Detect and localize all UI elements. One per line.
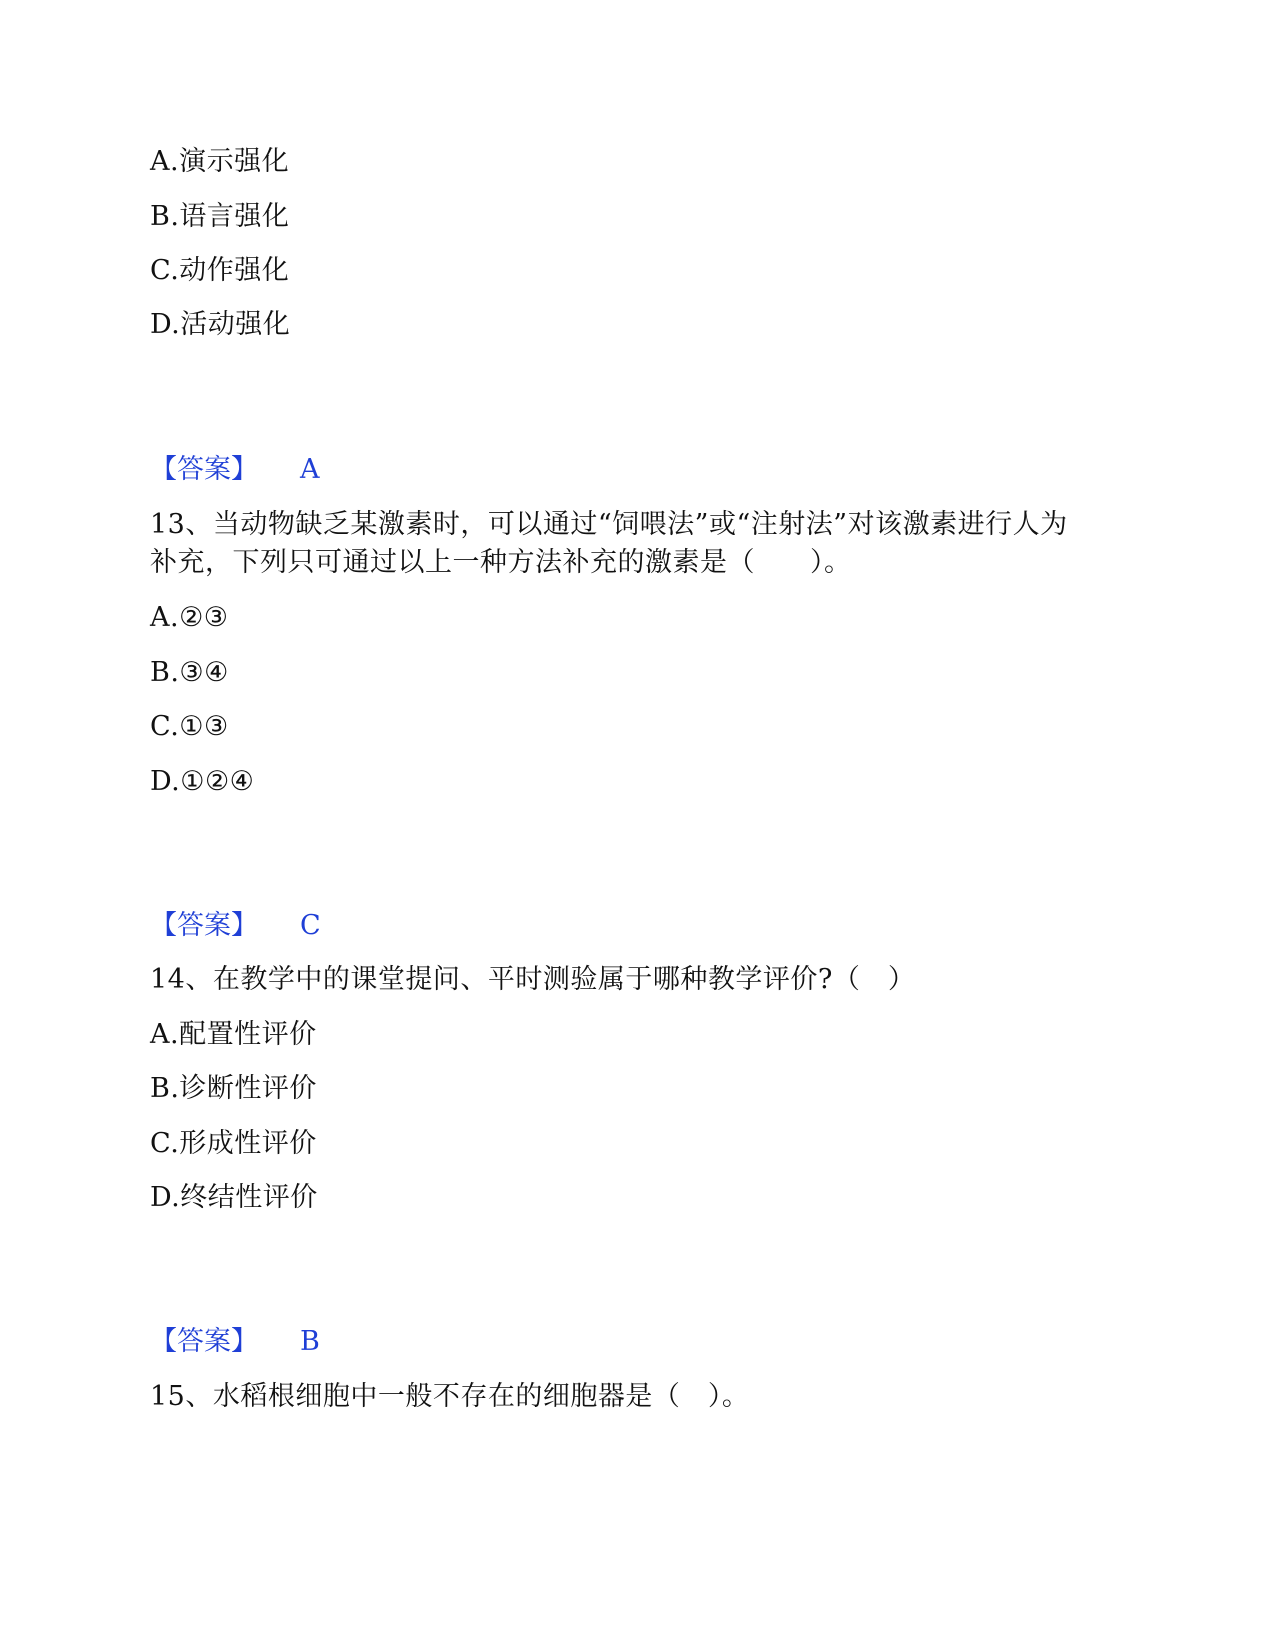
q14-option-b: B.诊断性评价 [150,1073,317,1104]
q12-option-a: A.演示强化 [150,146,290,177]
q13-stem-line1: 13、当动物缺乏某激素时，可以通过“饲喂法”或“注射法”对该激素进行人为 [150,509,1068,540]
q13-stem-line2: 补充，下列只可通过以上一种方法补充的激素是（ ）。 [150,547,852,578]
answer-value: A [300,454,320,485]
answer-label: 【答案】 [150,1326,258,1357]
q12-option-c: C.动作强化 [150,255,290,286]
answer-label: 【答案】 [150,454,258,485]
q14-option-c: C.形成性评价 [150,1128,317,1159]
q13-option-c: C.①③ [150,711,229,742]
q12-option-b: B.语言强化 [150,201,290,232]
q13-option-d: D.①②④ [150,766,255,797]
q14-stem: 14、在教学中的课堂提问、平时测验属于哪种教学评价?（ ） [150,964,916,995]
q13-answer [150,906,321,946]
q15-stem: 15、水稻根细胞中一般不存在的细胞器是（ ）。 [150,1381,750,1412]
answer-value: B [300,1326,320,1357]
answer-value: C [300,910,321,941]
q14-answer [150,1322,320,1362]
q13-option-a: A.②③ [150,602,229,633]
q12-answer [150,450,320,490]
q14-option-a: A.配置性评价 [150,1019,317,1050]
q12-option-d: D.活动强化 [150,309,291,340]
q14-option-d: D.终结性评价 [150,1182,318,1213]
answer-label: 【答案】 [150,910,258,941]
q13-option-b: B.③④ [150,657,229,688]
